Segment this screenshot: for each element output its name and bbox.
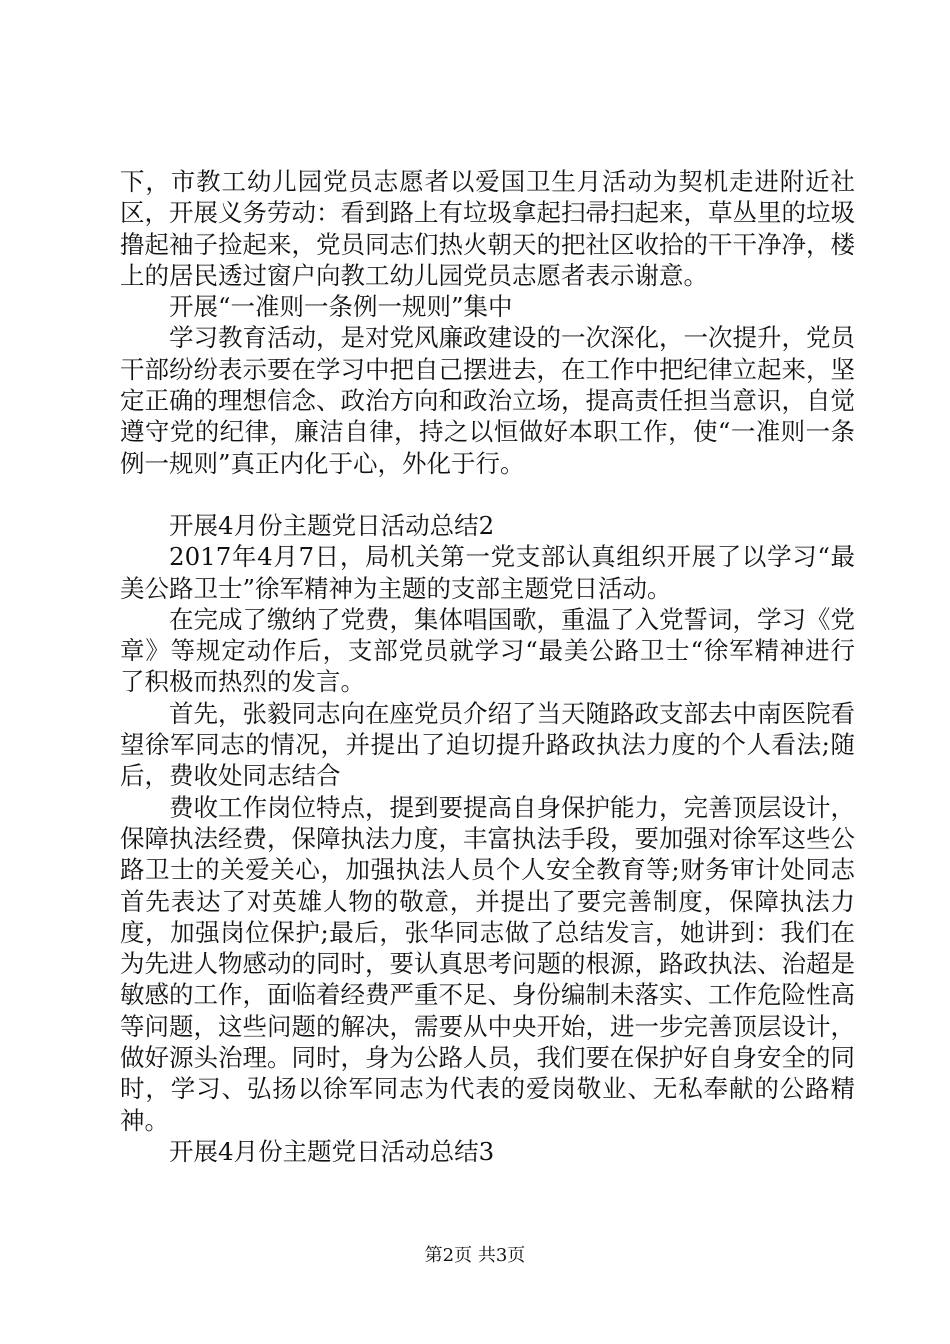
paragraph-first-speaker: 首先，张毅同志向在座党员介绍了当天随路政支部去中南医院看望徐军同志的情况，并提出了迫切提升路政执法力度的个人看法;随后，费收处同志结合 bbox=[120, 698, 855, 791]
paragraph-study-activity: 学习教育活动，是对党风廉政建设的一次深化，一次提升，党员干部纷纷表示要在学习中把自己摆进去，在工作中把纪律立起来，坚定正确的理想信念、政治方向和政治立场，提高责任担当意识，自觉遵守党的纪律，廉洁自律，持之以恒做好本职工作，使“一准则一条例一规则”真正内化于心，外化于行。 bbox=[120, 323, 855, 478]
paragraph-date-intro: 2017年4月7日，局机关第一党支部认真组织开展了以学习“最美公路卫士”徐军精神为主题的支部主题党日活动。 bbox=[120, 542, 855, 603]
document-body bbox=[120, 166, 855, 1167]
section-title-2: 开展4月份主题党日活动总结2 bbox=[169, 510, 495, 540]
paragraph-continuation: 下，市教工幼儿园党员志愿者以爱国卫生月活动为契机走进附近社区，开展义务劳动：看到路上有垃圾拿起扫帚扫起来，草丛里的垃圾撸起袖子捡起来，党员同志们热火朝天的把社区收拾的干干净净，楼上的居民透过窗户向教工幼儿园党员志愿者表示谢意。 bbox=[120, 167, 855, 290]
paragraph-heading-fragment: 开展“一准则一条例一规则”集中 bbox=[169, 292, 513, 322]
paragraph-procedures: 在完成了缴纳了党费，集体唱国歌，重温了入党誓词，学习《党章》等规定动作后，支部党员就学习“最美公路卫士“徐军精神进行了积极而热烈的发言。 bbox=[120, 604, 855, 697]
paragraph-discussion: 费收工作岗位特点，提到要提高自身保护能力，完善顶层设计，保障执法经费，保障执法力度，丰富执法手段，要加强对徐军这些公路卫士的关爱关心，加强执法人员个人安全教育等;财务审计处同志首先表达了对英雄人物的敬意，并提出了要完善制度，保障执法力度，加强岗位保护;最后，张华同志做了总结发言，她讲到：我们在为先进人物感动的同时，要认真思考问题的根源，路政执法、治超是敏感的工作，面临着经费严重不足、身份编制未落实、工作危险性高等问题，这些问题的解决，需要从中央开始，进一步完善顶层设计，做好源头治理。同时，身为公路人员，我们要在保护好自身安全的同时，学习、弘扬以徐军同志为代表的爱岗敬业、无私奉献的公路精神。 bbox=[120, 792, 855, 1135]
page-number-footer: 第2页 共3页 bbox=[424, 1245, 526, 1266]
section-title-3: 开展4月份主题党日活动总结3 bbox=[169, 1136, 495, 1166]
